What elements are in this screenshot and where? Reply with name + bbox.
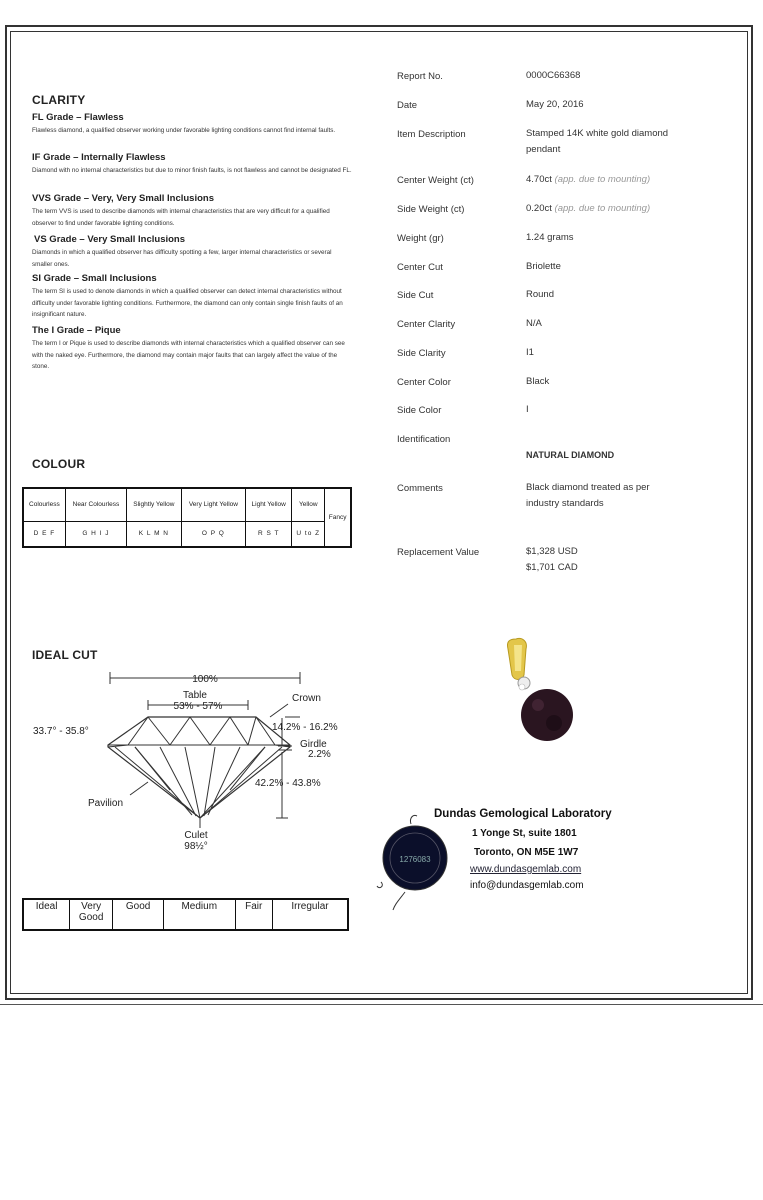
label-crown: Crown xyxy=(292,693,321,704)
grade-title-vvs: VVS Grade – Very, Very Small Inclusions xyxy=(32,193,214,204)
grade-desc-fl: Flawless diamond, a qualified observer working under favorable lighting conditions cannot find internal faults. xyxy=(32,127,336,134)
center-color-value: Black xyxy=(526,376,550,387)
report-no-value: 0000C66368 xyxy=(526,70,581,81)
grade-desc-i: The term I or Pique is used to describe diamonds with internal characteristics which a qualified observer can see with the naked eye. Furthermore, the diamond may contain major faults that can largely affect the value of the stone. xyxy=(32,340,345,370)
label-culet-angle: 98½° xyxy=(184,841,208,852)
colour-name-slightly-yellow: Slightly Yellow xyxy=(127,488,182,521)
center-weight-label: Center Weight (ct) xyxy=(397,175,474,186)
lab-address-2: Toronto, ON M5E 1W7 xyxy=(474,847,579,858)
colour-name-very-light-yellow: Very Light Yellow xyxy=(181,488,245,521)
colour-scale-table xyxy=(22,487,352,548)
grade-title-fl: FL Grade – Flawless xyxy=(32,112,124,123)
label-pavilion: Pavilion xyxy=(88,798,124,809)
label-table-range: 53% - 57% xyxy=(173,701,223,712)
colour-name-colourless: Colourless xyxy=(23,488,65,521)
date-label: Date xyxy=(397,100,418,111)
colour-name-near-colourless: Near Colourless xyxy=(65,488,126,521)
side-clarity-value: I1 xyxy=(526,347,534,358)
lab-email[interactable]: info@dundasgemlab.com xyxy=(470,880,584,891)
grade-title-vs: VS Grade – Very Small Inclusions xyxy=(34,234,186,245)
cut-grade-medium: Medium xyxy=(164,899,235,930)
label-crown-height: 14.2% - 16.2% xyxy=(272,722,338,733)
label-table: Table xyxy=(183,690,207,701)
colour-grade-ghij: G H I J xyxy=(65,521,126,547)
grade-title-i: The I Grade – Pique xyxy=(32,325,121,336)
label-pavilion-depth: 42.2% - 43.8% xyxy=(255,778,321,789)
side-weight-row xyxy=(526,201,650,217)
side-weight-value: 0.20ct xyxy=(526,203,552,214)
center-color-label: Center Color xyxy=(397,377,451,388)
center-weight-row xyxy=(526,172,650,188)
weight-gr-label: Weight (gr) xyxy=(397,233,444,244)
page-divider xyxy=(0,1004,763,1005)
center-cut-label: Center Cut xyxy=(397,262,443,273)
colour-name-light-yellow: Light Yellow xyxy=(246,488,292,521)
replacement-value-label: Replacement Value xyxy=(397,547,480,558)
replacement-value-cad: $1,701 CAD xyxy=(526,562,578,573)
identification-value: NATURAL DIAMOND xyxy=(526,450,615,460)
grade-desc-vvs: The term VVS is used to describe diamonds with internal characteristics that are very difficult for a qualified observer to find under favorable lighting conditions. xyxy=(32,208,330,227)
side-color-label: Side Color xyxy=(397,405,442,416)
colour-grade-rst: R S T xyxy=(246,521,292,547)
grade-title-si: SI Grade – Small Inclusions xyxy=(32,273,157,284)
label-girdle: Girdle xyxy=(300,739,327,750)
side-cut-label: Side Cut xyxy=(397,290,434,301)
cut-grade-ideal: Ideal xyxy=(23,899,70,930)
lab-address-1: 1 Yonge St, suite 1801 xyxy=(472,828,577,839)
replacement-value-usd: $1,328 USD xyxy=(526,546,578,557)
label-total-width: 100% xyxy=(192,674,218,685)
colour-grade-klmn: K L M N xyxy=(127,521,182,547)
comments-label: Comments xyxy=(397,483,443,494)
side-color-value: I xyxy=(526,404,529,415)
lab-seal xyxy=(375,812,455,912)
grade-desc-si: The term SI is used to denote diamonds in which a qualified observer can detect internal characteristics without difficulty under favorable lighting conditions. Furthermore, the diamond can only contain single finish faults of an insignificant nature. xyxy=(32,288,343,318)
ideal-cut-heading: IDEAL CUT xyxy=(32,648,98,662)
center-weight-value: 4.70ct xyxy=(526,174,552,185)
colour-grade-u-to-z: U to Z xyxy=(292,521,325,547)
center-cut-value: Briolette xyxy=(526,261,561,272)
colour-grade-opq: O P Q xyxy=(181,521,245,547)
cut-grade-good: Good xyxy=(113,899,164,930)
colour-grade-def: D E F xyxy=(23,521,65,547)
label-culet: Culet xyxy=(184,830,208,841)
grade-desc-vs: Diamonds in which a qualified observer has difficulty spotting a few, larger internal characteristics or several smaller ones. xyxy=(32,249,332,268)
label-crown-angle: 33.7° - 35.8° xyxy=(33,726,89,737)
pendant-photo xyxy=(492,635,592,750)
cut-grade-table xyxy=(22,898,349,931)
cut-grade-very-good: Very Good xyxy=(70,899,113,930)
side-cut-value: Round xyxy=(526,289,554,300)
identification-label: Identification xyxy=(397,434,451,445)
weight-gr-value: 1.24 grams xyxy=(526,232,574,243)
seal-number: 1276083 xyxy=(399,855,431,864)
lab-website-link[interactable]: www.dundasgemlab.com xyxy=(470,864,582,875)
side-weight-note: (app. due to mounting) xyxy=(554,203,651,214)
grade-desc-if: Diamond with no internal characteristics but due to minor finish faults, is not flawless and cannot be designated FL. xyxy=(32,167,352,174)
label-girdle-pct: 2.2% xyxy=(308,749,331,760)
clarity-heading: CLARITY xyxy=(32,93,86,107)
item-description-value: Stamped 14K white gold diamond pendant xyxy=(526,128,669,155)
side-weight-label: Side Weight (ct) xyxy=(397,204,465,215)
center-clarity-label: Center Clarity xyxy=(397,319,456,330)
center-weight-note: (app. due to mounting) xyxy=(554,174,651,185)
center-clarity-value: N/A xyxy=(526,318,542,329)
item-description-label: Item Description xyxy=(397,129,466,140)
report-no-label: Report No. xyxy=(397,71,443,82)
comments-value: Black diamond treated as per industry standards xyxy=(526,482,650,509)
colour-heading: COLOUR xyxy=(32,457,86,471)
colour-name-fancy: Fancy xyxy=(325,488,351,547)
grade-title-if: IF Grade – Internally Flawless xyxy=(32,152,166,163)
cut-grade-irregular: Irregular xyxy=(272,899,348,930)
lab-name: Dundas Gemological Laboratory xyxy=(434,808,612,820)
cut-grade-fair: Fair xyxy=(235,899,272,930)
side-clarity-label: Side Clarity xyxy=(397,348,446,359)
date-value: May 20, 2016 xyxy=(526,99,584,110)
colour-name-yellow: Yellow xyxy=(292,488,325,521)
diamond-cut-diagram xyxy=(20,660,360,860)
